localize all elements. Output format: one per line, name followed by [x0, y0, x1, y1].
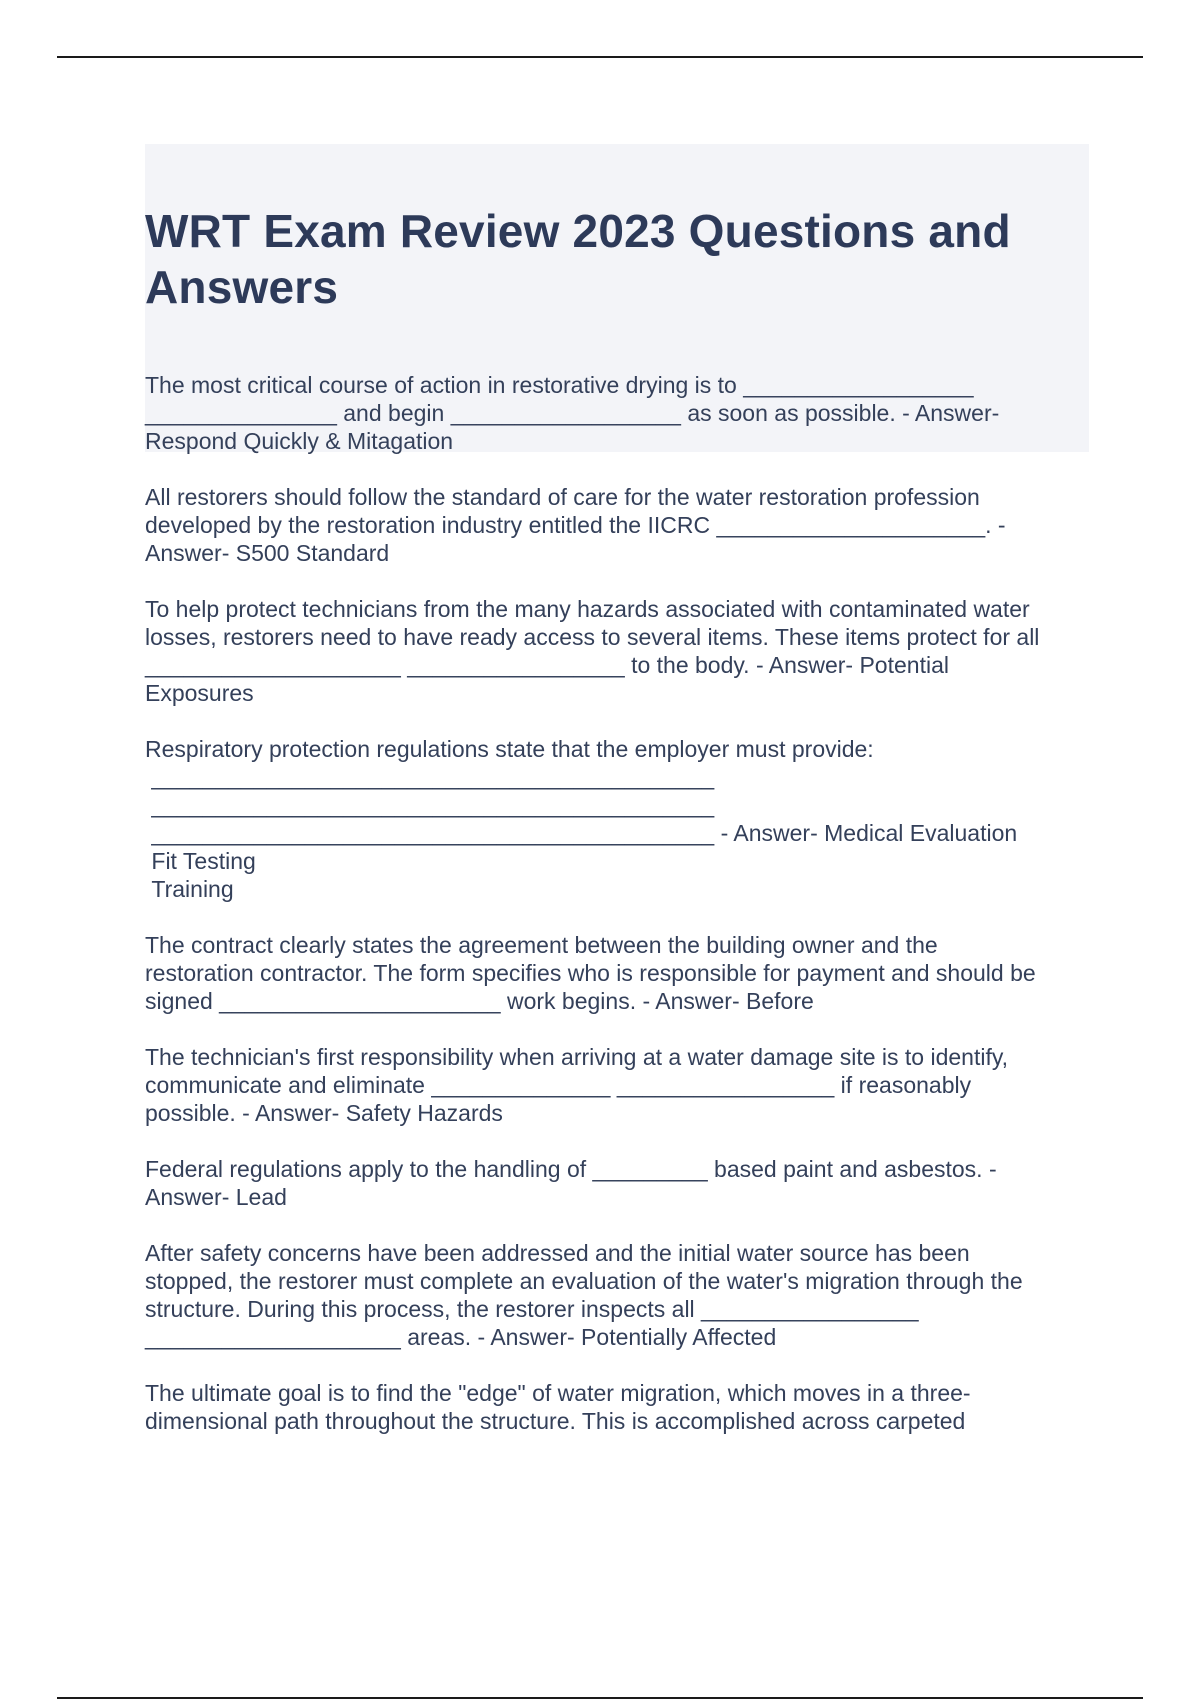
page-content — [145, 144, 1089, 1463]
question-answer-2: All restorers should follow the standard of care for the water restoration profession developed by the restoration industry entitled the IICRC _____________________. - Answer- S500 Standard — [145, 484, 1006, 566]
top-rule — [57, 56, 1143, 58]
question-answer-4: Respiratory protection regulations state that the employer must provide: ____________________________________________ ____________________________________________ ____________________________________________ - Answer- Medical Evaluation Fit Testing Training — [145, 736, 1018, 902]
question-answer-7: Federal regulations apply to the handling of _________ based paint and asbestos. - Answer- Lead — [145, 1156, 997, 1210]
bottom-rule — [57, 1697, 1143, 1699]
question-answer-9: The ultimate goal is to find the "edge" of water migration, which moves in a three- dimensional path throughout the structure. This is accomplished across carpeted — [145, 1380, 971, 1434]
question-answer-6: The technician's first responsibility when arriving at a water damage site is to identify, communicate and eliminate ______________ _________________ if reasonably possible. - Answer- Safety Hazards — [145, 1044, 1009, 1126]
question-list — [145, 371, 1089, 1435]
question-answer-8: After safety concerns have been addressed and the initial water source has been stopped, the restorer must complete an evaluation of the water's migration through the structure. During this process, the restorer inspects all _________________ ____________________ areas. - Answer- Potentially Affected — [145, 1240, 1023, 1350]
document-title: WRT Exam Review 2023 Questions and Answers — [145, 205, 1011, 313]
question-answer-1: The most critical course of action in restorative drying is to __________________ _______________ and begin __________________ as soon as possible. - Answer- Respond Quickly & Mitagation — [145, 372, 1000, 454]
question-answer-3: To help protect technicians from the many hazards associated with contaminated water losses, restorers need to have ready access to several items. These items protect for all ____________________ _________________ to the body. - Answer- Potential Exposures — [145, 596, 1040, 706]
question-answer-5: The contract clearly states the agreement between the building owner and the restoration contractor. The form specifies who is responsible for payment and should be signed ______________________ work begins. - Answer- Before — [145, 932, 1036, 1014]
